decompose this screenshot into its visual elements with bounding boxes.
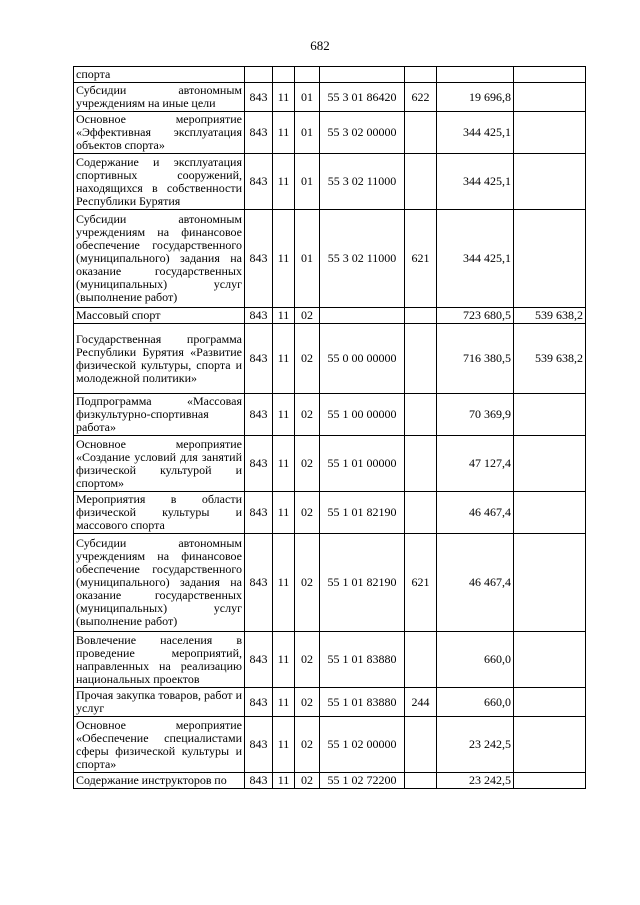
expense-type-code	[405, 394, 437, 436]
ved-code: 843	[245, 154, 273, 210]
amount-1: 19 696,8	[437, 83, 514, 112]
amount-2	[514, 210, 586, 308]
subsection-code: 01	[295, 83, 320, 112]
amount-1: 344 425,1	[437, 210, 514, 308]
section-code: 11	[273, 308, 295, 324]
amount-2	[514, 83, 586, 112]
subsection-code: 01	[295, 112, 320, 154]
subsection-code: 01	[295, 210, 320, 308]
target-article-code: 55 1 00 00000	[320, 394, 405, 436]
target-article-code: 55 1 02 72200	[320, 773, 405, 789]
amount-2	[514, 154, 586, 210]
ved-code: 843	[245, 210, 273, 308]
row-name: Прочая закупка товаров, работ и услуг	[74, 688, 245, 717]
amount-2	[514, 773, 586, 789]
expense-type-code	[405, 67, 437, 83]
row-name: Субсидии автономным учреждениям на финансовое обеспечение государственного (муниципального) задания на оказание государственных (муниципальных) услуг (выполнение работ)	[74, 534, 245, 632]
table-row	[74, 436, 586, 492]
expense-type-code: 244	[405, 688, 437, 717]
ved-code: 843	[245, 492, 273, 534]
subsection-code: 02	[295, 324, 320, 394]
table-row	[74, 67, 586, 83]
target-article-code: 55 1 01 82190	[320, 534, 405, 632]
ved-code	[245, 67, 273, 83]
amount-2	[514, 632, 586, 688]
table-row	[74, 534, 586, 632]
section-code: 11	[273, 632, 295, 688]
section-code: 11	[273, 394, 295, 436]
table-row	[74, 210, 586, 308]
ved-code: 843	[245, 773, 273, 789]
target-article-code: 55 3 02 11000	[320, 210, 405, 308]
expense-type-code	[405, 112, 437, 154]
target-article-code: 55 1 01 82190	[320, 492, 405, 534]
row-name: Основное мероприятие «Эффективная эксплуатация объектов спорта»	[74, 112, 245, 154]
table-row	[74, 154, 586, 210]
amount-1	[437, 67, 514, 83]
table-row	[74, 308, 586, 324]
row-name: Основное мероприятие «Создание условий для занятий физической культурой и спортом»	[74, 436, 245, 492]
expense-type-code	[405, 154, 437, 210]
row-name: Содержание и эксплуатация спортивных сооружений, находящихся в собственности Республики Бурятия	[74, 154, 245, 210]
amount-1: 660,0	[437, 688, 514, 717]
subsection-code	[295, 67, 320, 83]
row-name: Массовый спорт	[74, 308, 245, 324]
table-row	[74, 688, 586, 717]
subsection-code: 02	[295, 717, 320, 773]
amount-1: 46 467,4	[437, 492, 514, 534]
section-code: 11	[273, 112, 295, 154]
section-code: 11	[273, 154, 295, 210]
row-name: Государственная программа Республики Бурятия «Развитие физической культуры, спорта и молодежной политики»	[74, 324, 245, 394]
expense-type-code	[405, 436, 437, 492]
ved-code: 843	[245, 83, 273, 112]
section-code: 11	[273, 83, 295, 112]
target-article-code: 55 0 00 00000	[320, 324, 405, 394]
subsection-code: 02	[295, 492, 320, 534]
amount-1: 660,0	[437, 632, 514, 688]
section-code: 11	[273, 534, 295, 632]
section-code	[273, 67, 295, 83]
amount-2	[514, 436, 586, 492]
section-code: 11	[273, 436, 295, 492]
row-name: Основное мероприятие «Обеспечение специалистами сферы физической культуры и спорта»	[74, 717, 245, 773]
row-name: спорта	[74, 67, 245, 83]
subsection-code: 02	[295, 394, 320, 436]
row-name: Мероприятия в области физической культуры и массового спорта	[74, 492, 245, 534]
section-code: 11	[273, 717, 295, 773]
expense-type-code	[405, 492, 437, 534]
expense-type-code	[405, 308, 437, 324]
row-name: Вовлечение населения в проведение мероприятий, направленных на реализацию национальных проектов	[74, 632, 245, 688]
target-article-code	[320, 308, 405, 324]
budget-table-body	[74, 67, 586, 789]
expense-type-code: 621	[405, 534, 437, 632]
amount-1: 46 467,4	[437, 534, 514, 632]
table-row	[74, 394, 586, 436]
expense-type-code	[405, 717, 437, 773]
amount-1: 70 369,9	[437, 394, 514, 436]
section-code: 11	[273, 773, 295, 789]
table-row	[74, 632, 586, 688]
ved-code: 843	[245, 688, 273, 717]
ved-code: 843	[245, 394, 273, 436]
subsection-code: 02	[295, 773, 320, 789]
ved-code: 843	[245, 717, 273, 773]
target-article-code: 55 3 02 11000	[320, 154, 405, 210]
table-row	[74, 773, 586, 789]
amount-1: 344 425,1	[437, 112, 514, 154]
amount-1: 23 242,5	[437, 773, 514, 789]
row-name: Субсидии автономным учреждениям на иные цели	[74, 83, 245, 112]
ved-code: 843	[245, 534, 273, 632]
table-row	[74, 492, 586, 534]
row-name: Подпрограмма «Массовая физкультурно-спортивная работа»	[74, 394, 245, 436]
expense-type-code: 621	[405, 210, 437, 308]
target-article-code: 55 3 02 00000	[320, 112, 405, 154]
expense-type-code	[405, 324, 437, 394]
amount-2	[514, 394, 586, 436]
amount-2	[514, 67, 586, 83]
subsection-code: 02	[295, 308, 320, 324]
amount-2	[514, 534, 586, 632]
target-article-code: 55 3 01 86420	[320, 83, 405, 112]
section-code: 11	[273, 492, 295, 534]
ved-code: 843	[245, 324, 273, 394]
amount-2: 539 638,2	[514, 308, 586, 324]
subsection-code: 01	[295, 154, 320, 210]
amount-1: 47 127,4	[437, 436, 514, 492]
target-article-code	[320, 67, 405, 83]
target-article-code: 55 1 02 00000	[320, 717, 405, 773]
subsection-code: 02	[295, 436, 320, 492]
section-code: 11	[273, 688, 295, 717]
amount-2	[514, 492, 586, 534]
ved-code: 843	[245, 436, 273, 492]
table-row	[74, 83, 586, 112]
amount-2	[514, 688, 586, 717]
table-row	[74, 717, 586, 773]
target-article-code: 55 1 01 00000	[320, 436, 405, 492]
expense-type-code	[405, 632, 437, 688]
amount-2: 539 638,2	[514, 324, 586, 394]
amount-2	[514, 112, 586, 154]
section-code: 11	[273, 324, 295, 394]
amount-1: 723 680,5	[437, 308, 514, 324]
target-article-code: 55 1 01 83880	[320, 688, 405, 717]
expense-type-code: 622	[405, 83, 437, 112]
amount-1: 716 380,5	[437, 324, 514, 394]
subsection-code: 02	[295, 534, 320, 632]
table-row	[74, 112, 586, 154]
ved-code: 843	[245, 308, 273, 324]
amount-1: 23 242,5	[437, 717, 514, 773]
target-article-code: 55 1 01 83880	[320, 632, 405, 688]
page-number: 682	[310, 38, 330, 53]
row-name: Субсидии автономным учреждениям на финансовое обеспечение государственного (муниципального) задания на оказание государственных (муниципальных) услуг (выполнение работ)	[74, 210, 245, 308]
ved-code: 843	[245, 632, 273, 688]
subsection-code: 02	[295, 632, 320, 688]
table-row	[74, 324, 586, 394]
subsection-code: 02	[295, 688, 320, 717]
expense-type-code	[405, 773, 437, 789]
budget-table	[73, 66, 586, 789]
row-name: Содержание инструкторов по	[74, 773, 245, 789]
amount-1: 344 425,1	[437, 154, 514, 210]
amount-2	[514, 717, 586, 773]
ved-code: 843	[245, 112, 273, 154]
section-code: 11	[273, 210, 295, 308]
